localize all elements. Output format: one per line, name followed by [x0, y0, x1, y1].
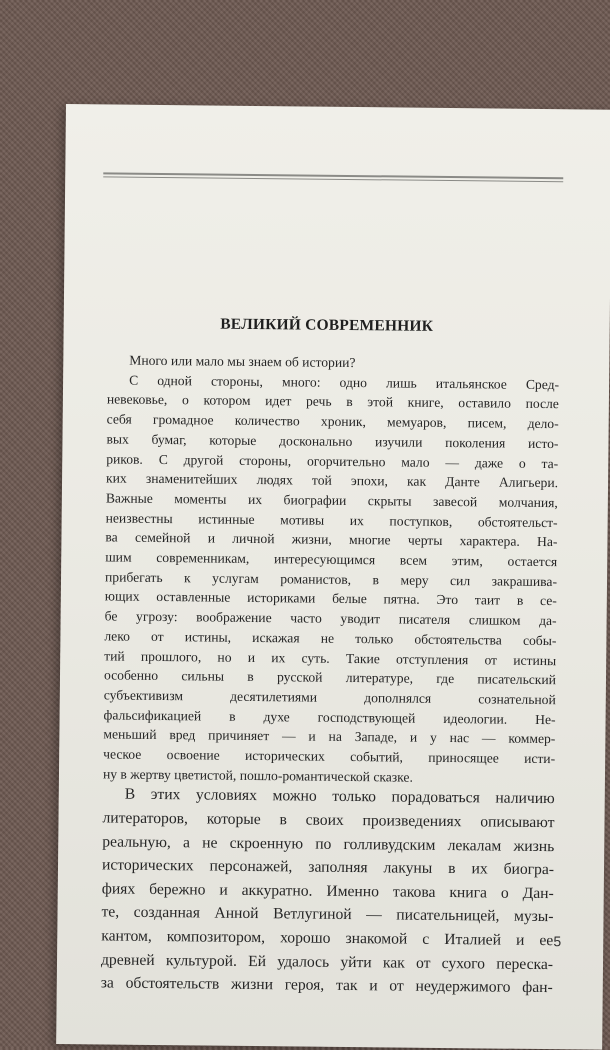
text-line: себя громадное количество хроник, мемуаров, писем, дело- — [106, 411, 559, 432]
text-line: неизвестны истинные мотивы их поступков, обстоятельст- — [105, 510, 558, 530]
text-line: шим современникам, интересующимся всем этим, остается — [105, 549, 558, 570]
header-rule — [103, 172, 563, 182]
text-line: ющих оставленные историками белые пятна. Это таит в се- — [104, 588, 557, 609]
text-line: риков. С другой стороны, огорчительно мало — даже о та- — [106, 450, 559, 471]
chapter-title: ВЕЛИКИЙ СОВРЕМЕННИК — [220, 315, 434, 335]
text-line: леко от истины, искажая не только обстоятельства собы- — [104, 628, 557, 648]
text-line: С одной стороны, много: одно лишь итальянское Сред- — [129, 372, 560, 392]
text-line: Много или мало мы знаем об истории? — [129, 352, 356, 371]
text-line: кантом, композитором, хорошо знакомой с Италией и ее — [101, 927, 554, 950]
text-line: тий прошлого, но и их суть. Такие отступления от истины — [104, 647, 557, 668]
text-line: реальную, а не скроенную по голливудским лекалам жизнь — [102, 833, 555, 855]
text-line: ческое освоение исторических событий, приносящее исти- — [103, 746, 556, 767]
page-number: 5 — [553, 933, 562, 950]
text-line: за обстоятельств жизни героя, так и от неудержимого фан- — [100, 974, 553, 997]
text-line: меньший вред причиняет — и на Западе, и у нас — коммер- — [103, 726, 556, 747]
text-line: литераторов, которые в своих произведениях описывают — [102, 809, 555, 832]
text-line: ну в жертву цветистой, пошло-романтической сказке. — [102, 766, 414, 785]
text-line: особенно сильны в русской литературе, где писательский — [103, 667, 557, 688]
text-line: ких знаменитейших людях той эпохи, как Данте Алигьери. — [106, 470, 559, 491]
text-line: древней культурой. Ей удалось уйти как от сухого переска- — [100, 951, 554, 973]
book-page — [56, 104, 610, 1050]
text-line: бе угрозу: воображение часто уводит писателя слишком да- — [104, 608, 557, 629]
text-line: те, созданная Анной Ветлугиной — писательницей, музы- — [101, 903, 554, 926]
text-line: ва семейной и личной жизни, многие черты характера. На- — [105, 529, 558, 550]
text-line: субъективизм десятилетиями дополнялся сознательной — [103, 687, 556, 708]
text-line: вых бумаг, которые досконально изучили поколения исто- — [106, 431, 559, 451]
text-line: прибегать к услугам романистов, в меру сил закрашива- — [104, 569, 558, 589]
text-line: Важные моменты их биографии скрыты завесой молчания, — [105, 490, 558, 511]
text-line: невековье, о котором идет речь в этой книге, оставило после — [106, 391, 559, 412]
text-line: фиях бережно и аккуратно. Именно такова книга о Дан- — [101, 880, 554, 902]
text-line: фальсификацией в духе господствующей идеологии. Не- — [103, 707, 556, 727]
text-line: исторических персонажей, заполняя лакуны в их биогра- — [101, 856, 555, 879]
text-line: В этих условиях можно только порадоваться наличию — [124, 786, 555, 808]
